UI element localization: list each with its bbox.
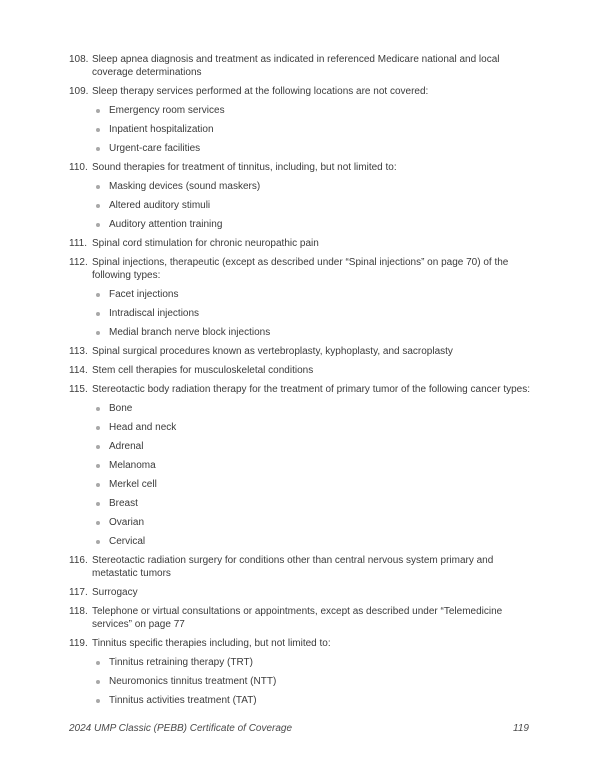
footer-page-number: 119 — [513, 723, 529, 734]
list-item-head — [69, 237, 538, 250]
bullet-text: Medial branch nerve block injections — [109, 327, 271, 338]
circle-bullet-icon — [96, 147, 100, 151]
bullet-item — [96, 104, 538, 117]
bullet-text: Altered auditory stimuli — [109, 200, 211, 211]
bullet-list — [69, 180, 538, 231]
list-item-head — [69, 85, 538, 98]
bullet-item — [96, 675, 538, 688]
bullet-item — [96, 326, 538, 339]
bullet-item — [96, 402, 538, 415]
bullet-item — [96, 478, 538, 491]
item-text: Stem cell therapies for musculoskeletal conditions — [92, 365, 314, 376]
bullet-item — [96, 288, 538, 301]
item-number: 108. — [69, 54, 89, 65]
bullet-item — [96, 440, 538, 453]
circle-bullet-icon — [96, 680, 100, 684]
item-text: Tinnitus specific therapies including, but not limited to: — [92, 638, 331, 649]
bullet-item — [96, 516, 538, 529]
list-item-head — [69, 256, 538, 282]
item-number: 112. — [69, 257, 88, 268]
item-text: Stereotactic body radiation therapy for the treatment of primary tumor of the following cancer types: — [92, 384, 530, 395]
bullet-text: Breast — [109, 498, 138, 509]
list-item — [69, 345, 538, 358]
circle-bullet-icon — [96, 204, 100, 208]
list-item-head — [69, 605, 538, 631]
bullet-text: Neuromonics tinnitus treatment (NTT) — [109, 676, 277, 687]
item-number: 116. — [69, 555, 88, 566]
bullet-text: Merkel cell — [109, 479, 157, 490]
item-text: Sleep apnea diagnosis and treatment as indicated in referenced Medicare national and local coverage determinations — [92, 54, 500, 78]
bullet-item — [96, 180, 538, 193]
bullet-text: Head and neck — [109, 422, 177, 433]
bullet-list — [69, 656, 538, 707]
item-number: 110. — [69, 162, 88, 173]
item-text: Spinal injections, therapeutic (except as described under “Spinal injections” on page 70) of the following types: — [92, 257, 509, 281]
exclusions-list — [69, 53, 538, 713]
circle-bullet-icon — [96, 445, 100, 449]
circle-bullet-icon — [96, 128, 100, 132]
item-text: Spinal surgical procedures known as vertebroplasty, kyphoplasty, and sacroplasty — [92, 346, 453, 357]
list-item-head — [69, 364, 538, 377]
item-number: 118. — [69, 606, 88, 617]
item-text: Surrogacy — [92, 587, 138, 598]
list-item — [69, 237, 538, 250]
bullet-text: Melanoma — [109, 460, 156, 471]
bullet-text: Facet injections — [109, 289, 179, 300]
bullet-list — [69, 104, 538, 155]
list-item — [69, 383, 538, 548]
list-item — [69, 256, 538, 339]
circle-bullet-icon — [96, 185, 100, 189]
bullet-text: Cervical — [109, 536, 146, 547]
bullet-text: Inpatient hospitalization — [109, 124, 214, 135]
list-item — [69, 53, 538, 79]
circle-bullet-icon — [96, 540, 100, 544]
circle-bullet-icon — [96, 312, 100, 316]
bullet-item — [96, 307, 538, 320]
circle-bullet-icon — [96, 109, 100, 113]
circle-bullet-icon — [96, 502, 100, 506]
list-item — [69, 586, 538, 599]
item-number: 117. — [69, 587, 88, 598]
bullet-text: Bone — [109, 403, 133, 414]
bullet-item — [96, 497, 538, 510]
item-text: Stereotactic radiation surgery for conditions other than central nervous system primary and metastatic tumors — [92, 555, 494, 579]
bullet-item — [96, 123, 538, 136]
bullet-text: Ovarian — [109, 517, 145, 528]
list-item-head — [69, 383, 538, 396]
circle-bullet-icon — [96, 699, 100, 703]
item-number: 113. — [69, 346, 88, 357]
bullet-list — [69, 288, 538, 339]
item-number: 111. — [69, 238, 87, 249]
list-item-head — [69, 53, 538, 79]
bullet-item — [96, 218, 538, 231]
bullet-item — [96, 199, 538, 212]
item-number: 119. — [69, 638, 88, 649]
bullet-item — [96, 535, 538, 548]
item-text: Sound therapies for treatment of tinnitus, including, but not limited to: — [92, 162, 397, 173]
circle-bullet-icon — [96, 223, 100, 227]
list-item — [69, 85, 538, 155]
list-item-head — [69, 554, 538, 580]
page-footer — [69, 722, 529, 735]
bullet-text: Masking devices (sound maskers) — [109, 181, 261, 192]
list-item-head — [69, 345, 538, 358]
list-item-head — [69, 586, 538, 599]
footer-document-title: 2024 UMP Classic (PEBB) Certificate of Coverage — [69, 723, 293, 734]
bullet-text: Auditory attention training — [109, 219, 223, 230]
item-number: 115. — [69, 384, 88, 395]
list-item — [69, 605, 538, 631]
bullet-item — [96, 459, 538, 472]
list-item-head — [69, 637, 538, 650]
circle-bullet-icon — [96, 331, 100, 335]
bullet-text: Tinnitus retraining therapy (TRT) — [109, 657, 253, 668]
bullet-item — [96, 142, 538, 155]
item-text: Telephone or virtual consultations or appointments, except as described under “Telemedicine services” on page 77 — [92, 606, 503, 630]
bullet-text: Urgent-care facilities — [109, 143, 201, 154]
bullet-text: Intradiscal injections — [109, 308, 200, 319]
circle-bullet-icon — [96, 426, 100, 430]
bullet-item — [96, 694, 538, 707]
item-text: Sleep therapy services performed at the following locations are not covered: — [92, 86, 429, 97]
bullet-item — [96, 421, 538, 434]
list-item — [69, 637, 538, 707]
circle-bullet-icon — [96, 521, 100, 525]
bullet-text: Adrenal — [109, 441, 144, 452]
bullet-list — [69, 402, 538, 548]
list-item — [69, 364, 538, 377]
circle-bullet-icon — [96, 293, 100, 297]
item-number: 109. — [69, 86, 89, 97]
circle-bullet-icon — [96, 483, 100, 487]
bullet-text: Emergency room services — [109, 105, 225, 116]
circle-bullet-icon — [96, 464, 100, 468]
list-item-head — [69, 161, 538, 174]
bullet-item — [96, 656, 538, 669]
circle-bullet-icon — [96, 407, 100, 411]
circle-bullet-icon — [96, 661, 100, 665]
bullet-text: Tinnitus activities treatment (TAT) — [109, 695, 257, 706]
item-text: Spinal cord stimulation for chronic neuropathic pain — [92, 238, 319, 249]
list-item — [69, 554, 538, 580]
list-item — [69, 161, 538, 231]
item-number: 114. — [69, 365, 88, 376]
